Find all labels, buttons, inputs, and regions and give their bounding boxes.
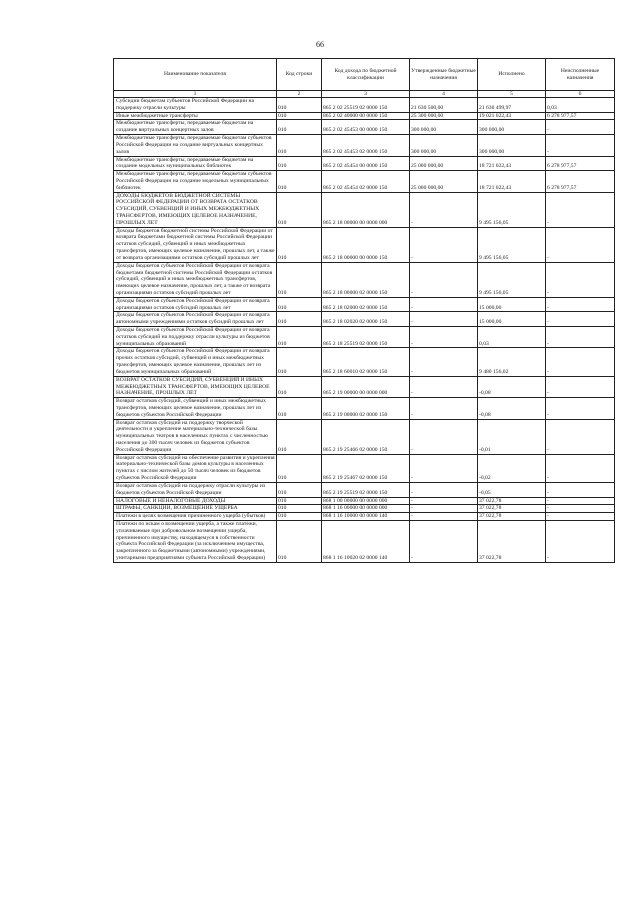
table-header-row	[114, 59, 615, 91]
row-code-cell: 010	[277, 227, 322, 262]
table-row	[114, 348, 615, 376]
row-approved-cell: -	[410, 520, 478, 562]
row-kbk-cell: 865 2 02 45454 00 0000 150	[322, 156, 410, 171]
row-kbk-cell: 865 2 02 45453 00 0000 150	[322, 120, 410, 135]
table-row	[114, 227, 615, 262]
row-remaining-cell: 6 278 977,57	[546, 156, 615, 171]
row-code-cell: 010	[277, 497, 322, 505]
page-number: 66	[316, 40, 324, 49]
row-executed-cell: 18 721 022,43	[478, 156, 546, 171]
row-approved-cell: 300 000,00	[410, 135, 478, 156]
row-name-cell: Доходы бюджетов субъектов Российской Федерации от возврата остатков субсидий на поддержку отрасли культуры из бюджетов муниципальных образований	[114, 327, 277, 348]
row-code-cell: 010	[277, 156, 322, 171]
row-approved-cell: -	[410, 398, 478, 419]
row-executed-cell: 9 495 156,05	[478, 227, 546, 262]
row-code-cell: 010	[277, 348, 322, 376]
row-name-cell: Субсидии бюджетам субъектов Российской Федерации на поддержку отрасли культуры	[114, 98, 277, 113]
table-row	[114, 327, 615, 348]
row-kbk-cell: 865 2 19 25519 02 0000 150	[322, 482, 410, 497]
row-kbk-cell: 865 2 19 00000 00 0000 000	[322, 376, 410, 397]
row-approved-cell: -	[410, 327, 478, 348]
row-kbk-cell: 868 1 16 10020 02 0000 140	[322, 520, 410, 562]
row-kbk-cell: 865 2 18 00000 00 0000 000	[322, 192, 410, 227]
row-remaining-cell: -	[546, 227, 615, 262]
row-executed-cell: 37 022,78	[478, 513, 546, 521]
column-number-row	[114, 91, 615, 98]
row-kbk-cell: 865 2 02 40000 00 0000 150	[322, 112, 410, 120]
table-row	[114, 482, 615, 497]
row-name-cell: ДОХОДЫ БЮДЖЕТОВ БЮДЖЕТНОЙ СИСТЕМЫ РОССИЙСКОЙ ФЕДЕРАЦИИ ОТ ВОЗВРАТА ОСТАТКОВ СУБСИДИЙ, СУБВЕНЦИЙ И ИНЫХ МЕЖБЮДЖЕТНЫХ ТРАНСФЕРТОВ, ИМЕЮЩИХ ЦЕЛЕВОЕ НАЗНАЧЕНИЕ, ПРОШЛЫХ ЛЕТ	[114, 192, 277, 227]
row-approved-cell: -	[410, 297, 478, 312]
row-code-cell: 010	[277, 505, 322, 513]
row-remaining-cell: -	[546, 398, 615, 419]
row-name-cell: Доходы бюджетов бюджетной системы Российской Федерации от возврата бюджетами бюджетной системы Российской Федерации остатков субсидий, субвенций и иных межбюджетных трансфертов, имеющих целевое назначение, прошлых лет, а также от возврата организациями остатков субсидий прошлых лет	[114, 227, 277, 262]
row-code-cell: 010	[277, 98, 322, 113]
row-name-cell: Доходы бюджетов субъектов Российской Федерации от возврата бюджетами бюджетной системы Российской Федерации остатков субсидий, субвенций и иных межбюджетных трансфертов, имеющих целевое назначение, прошлых лет, а также от возврата организациями остатков субсидий прошлых лет	[114, 262, 277, 297]
row-executed-cell: 37 022,78	[478, 520, 546, 562]
row-executed-cell: 300 000,00	[478, 135, 546, 156]
row-code-cell: 010	[277, 135, 322, 156]
row-code-cell: 010	[277, 312, 322, 327]
row-executed-cell: 0,03	[478, 327, 546, 348]
row-approved-cell: -	[410, 454, 478, 482]
row-remaining-cell: 6 278 977,57	[546, 112, 615, 120]
table-body	[114, 98, 615, 563]
header-remaining: Неисполненные назначения	[546, 59, 615, 91]
row-approved-cell: -	[410, 227, 478, 262]
header-executed: Исполнено	[478, 59, 546, 91]
row-code-cell: 010	[277, 192, 322, 227]
row-kbk-cell: 868 1 16 10000 00 0000 140	[322, 513, 410, 521]
row-name-cell: Межбюджетные трансферты, передаваемые бюджетам субъектов Российской Федерации на создание модельных муниципальных библиотек	[114, 171, 277, 192]
row-name-cell: Иные межбюджетные трансферты	[114, 112, 277, 120]
row-kbk-cell: 865 2 18 00000 00 0000 150	[322, 227, 410, 262]
row-name-cell: ШТРАФЫ, САНКЦИИ, ВОЗМЕЩЕНИЕ УЩЕРБА	[114, 505, 277, 513]
row-executed-cell: 15 000,00	[478, 312, 546, 327]
row-executed-cell: 37 022,78	[478, 505, 546, 513]
row-executed-cell: 300 000,00	[478, 120, 546, 135]
table-row	[114, 497, 615, 505]
row-approved-cell: 25 300 000,00	[410, 112, 478, 120]
row-remaining-cell: -	[546, 312, 615, 327]
row-remaining-cell: -	[546, 262, 615, 297]
row-executed-cell: 18 721 022,43	[478, 171, 546, 192]
row-remaining-cell: 6 278 977,57	[546, 171, 615, 192]
header-kbk: Код дохода по бюджетной классификации	[322, 59, 410, 91]
row-remaining-cell: -	[546, 135, 615, 156]
row-kbk-cell: 865 2 18 02000 02 0000 150	[322, 297, 410, 312]
row-executed-cell: 9 495 156,05	[478, 192, 546, 227]
row-name-cell: Доходы бюджетов субъектов Российской Федерации от возврата организациями остатков субсидий прошлых лет	[114, 297, 277, 312]
row-code-cell: 010	[277, 482, 322, 497]
table-row	[114, 156, 615, 171]
row-code-cell: 010	[277, 112, 322, 120]
row-approved-cell: -	[410, 505, 478, 513]
row-executed-cell: -0,02	[478, 454, 546, 482]
row-kbk-cell: 865 2 18 02020 02 0000 150	[322, 312, 410, 327]
row-kbk-cell: 868 1 00 00000 00 0000 000	[322, 497, 410, 505]
row-executed-cell: 15 000,00	[478, 297, 546, 312]
row-name-cell: Возврат остатков субсидий, субвенций и иных межбюджетных трансфертов, имеющих целевое назначение, прошлых лет из бюджетов субъектов Российской Федерации	[114, 398, 277, 419]
row-approved-cell: -	[410, 497, 478, 505]
row-name-cell: Межбюджетные трансферты, передаваемые бюджетам на создание модельных муниципальных библиотек	[114, 156, 277, 171]
table-row	[114, 376, 615, 397]
table-row	[114, 135, 615, 156]
row-kbk-cell: 865 2 18 60010 02 0000 150	[322, 348, 410, 376]
row-name-cell: Возврат остатков субсидий на обеспечение развития и укрепления материально-технической базы домов культуры в населенных пунктах с числом жителей до 50 тысяч человек из бюджетов субъектов Российской Федерации	[114, 454, 277, 482]
income-report-table	[113, 58, 615, 563]
row-approved-cell: 25 000 000,00	[410, 156, 478, 171]
row-kbk-cell: 865 2 02 45454 02 0000 150	[322, 171, 410, 192]
row-code-cell: 010	[277, 376, 322, 397]
header-name: Наименование показателя	[114, 59, 277, 91]
row-kbk-cell: 865 2 19 25466 02 0000 150	[322, 419, 410, 454]
row-kbk-cell: 865 2 02 25519 02 0000 150	[322, 98, 410, 113]
row-remaining-cell: -	[546, 482, 615, 497]
table-row	[114, 112, 615, 120]
row-remaining-cell: -	[546, 454, 615, 482]
row-kbk-cell: 865 2 18 00000 02 0000 150	[322, 262, 410, 297]
row-code-cell: 010	[277, 419, 322, 454]
table-row	[114, 120, 615, 135]
row-name-cell: ВОЗВРАТ ОСТАТКОВ СУБСИДИЙ, СУБВЕНЦИЙ И ИНЫХ МЕЖБЮДЖЕТНЫХ ТРАНСФЕРТОВ, ИМЕЮЩИХ ЦЕЛЕВОЕ НАЗНАЧЕНИЕ, ПРОШЛЫХ ЛЕТ	[114, 376, 277, 397]
row-remaining-cell: -	[546, 348, 615, 376]
column-number: 1	[114, 91, 277, 98]
row-approved-cell: 21 630 500,00	[410, 98, 478, 113]
table-row	[114, 171, 615, 192]
row-name-cell: Межбюджетные трансферты, передаваемые бюджетам субъектов Российской Федерации на создание виртуальных концертных залов	[114, 135, 277, 156]
row-name-cell: Возврат остатков субсидий на поддержку отрасли культуры из бюджетов субъектов Российской Федерации	[114, 482, 277, 497]
row-approved-cell: -	[410, 348, 478, 376]
table-row	[114, 98, 615, 113]
header-code: Код строки	[277, 59, 322, 91]
table-row	[114, 312, 615, 327]
row-kbk-cell: 865 2 02 45453 02 0000 150	[322, 135, 410, 156]
row-code-cell: 010	[277, 454, 322, 482]
row-name-cell: Доходы бюджетов субъектов Российской Федерации от возврата прочих остатков субсидий, субвенций и иных межбюджетных трансфертов, имеющих целевое назначение, прошлых лет из бюджетов муниципальных образований	[114, 348, 277, 376]
row-executed-cell: 37 022,78	[478, 497, 546, 505]
row-name-cell: Платежи в целях возмещения причиненного ущерба (убытков)	[114, 513, 277, 521]
row-remaining-cell: -	[546, 513, 615, 521]
row-executed-cell: -0,08	[478, 376, 546, 397]
row-approved-cell: -	[410, 482, 478, 497]
table-row	[114, 419, 615, 454]
row-name-cell: Доходы бюджетов субъектов Российской Федерации от возврата автономными учреждениями остатков субсидий прошлых лет	[114, 312, 277, 327]
row-code-cell: 010	[277, 171, 322, 192]
row-code-cell: 010	[277, 513, 322, 521]
row-executed-cell: -0,01	[478, 419, 546, 454]
row-executed-cell: 21 630 499,97	[478, 98, 546, 113]
row-kbk-cell: 868 1 16 00000 00 0000 000	[322, 505, 410, 513]
column-number: 5	[478, 91, 546, 98]
table-row	[114, 520, 615, 562]
row-remaining-cell: -	[546, 327, 615, 348]
row-code-cell: 010	[277, 297, 322, 312]
row-name-cell: Межбюджетные трансферты, передаваемые бюджетам на создание виртуальных концертных залов	[114, 120, 277, 135]
row-remaining-cell: -	[546, 297, 615, 312]
table-row	[114, 297, 615, 312]
row-code-cell: 010	[277, 120, 322, 135]
row-kbk-cell: 865 2 19 25467 02 0000 150	[322, 454, 410, 482]
row-remaining-cell: -	[546, 376, 615, 397]
row-name-cell: Платежи по искам о возмещении ущерба, а также платежи, уплачиваемые при добровольном возмещении ущерба, причиненного имуществу, находящемуся в собственности субъекта Российской Федерации (за исключением имущества, закрепленного за бюджетными (автономными) учреждениями, унитарными предприятиями субъекта Российской Федерации)	[114, 520, 277, 562]
table-row	[114, 513, 615, 521]
row-approved-cell: 25 000 000,00	[410, 171, 478, 192]
table-row	[114, 192, 615, 227]
table-row	[114, 262, 615, 297]
row-remaining-cell: -	[546, 120, 615, 135]
row-approved-cell: -	[410, 419, 478, 454]
row-approved-cell: -	[410, 513, 478, 521]
row-code-cell: 010	[277, 262, 322, 297]
row-remaining-cell: -	[546, 520, 615, 562]
row-remaining-cell: -	[546, 505, 615, 513]
row-name-cell: Возврат остатков субсидий на поддержку творческой деятельности и укрепление материально-технической базы муниципальных театров в населенных пунктах с численностью населения до 300 тысяч человек из бюджетов субъектов Российской Федерации	[114, 419, 277, 454]
row-remaining-cell: -	[546, 419, 615, 454]
row-remaining-cell: 0,03	[546, 98, 615, 113]
row-approved-cell: -	[410, 312, 478, 327]
row-name-cell: НАЛОГОВЫЕ И НЕНАЛОГОВЫЕ ДОХОДЫ	[114, 497, 277, 505]
row-executed-cell: -0,05	[478, 482, 546, 497]
table-row	[114, 505, 615, 513]
row-approved-cell: -	[410, 262, 478, 297]
table-row	[114, 398, 615, 419]
row-code-cell: 010	[277, 520, 322, 562]
table-row	[114, 454, 615, 482]
row-approved-cell: -	[410, 192, 478, 227]
row-remaining-cell: -	[546, 497, 615, 505]
row-code-cell: 010	[277, 398, 322, 419]
row-kbk-cell: 865 2 18 25519 02 0000 150	[322, 327, 410, 348]
column-number: 6	[546, 91, 615, 98]
row-executed-cell: 19 021 022,43	[478, 112, 546, 120]
row-executed-cell: 9 495 156,05	[478, 262, 546, 297]
column-number: 3	[322, 91, 410, 98]
header-approved: Утвержденные бюджетные назначения	[410, 59, 478, 91]
row-approved-cell: -	[410, 376, 478, 397]
column-number: 2	[277, 91, 322, 98]
column-number: 4	[410, 91, 478, 98]
row-approved-cell: 300 000,00	[410, 120, 478, 135]
row-kbk-cell: 865 2 19 00000 02 0000 150	[322, 398, 410, 419]
row-code-cell: 010	[277, 327, 322, 348]
row-remaining-cell: -	[546, 192, 615, 227]
row-executed-cell: 9 480 156,02	[478, 348, 546, 376]
row-executed-cell: -0,08	[478, 398, 546, 419]
